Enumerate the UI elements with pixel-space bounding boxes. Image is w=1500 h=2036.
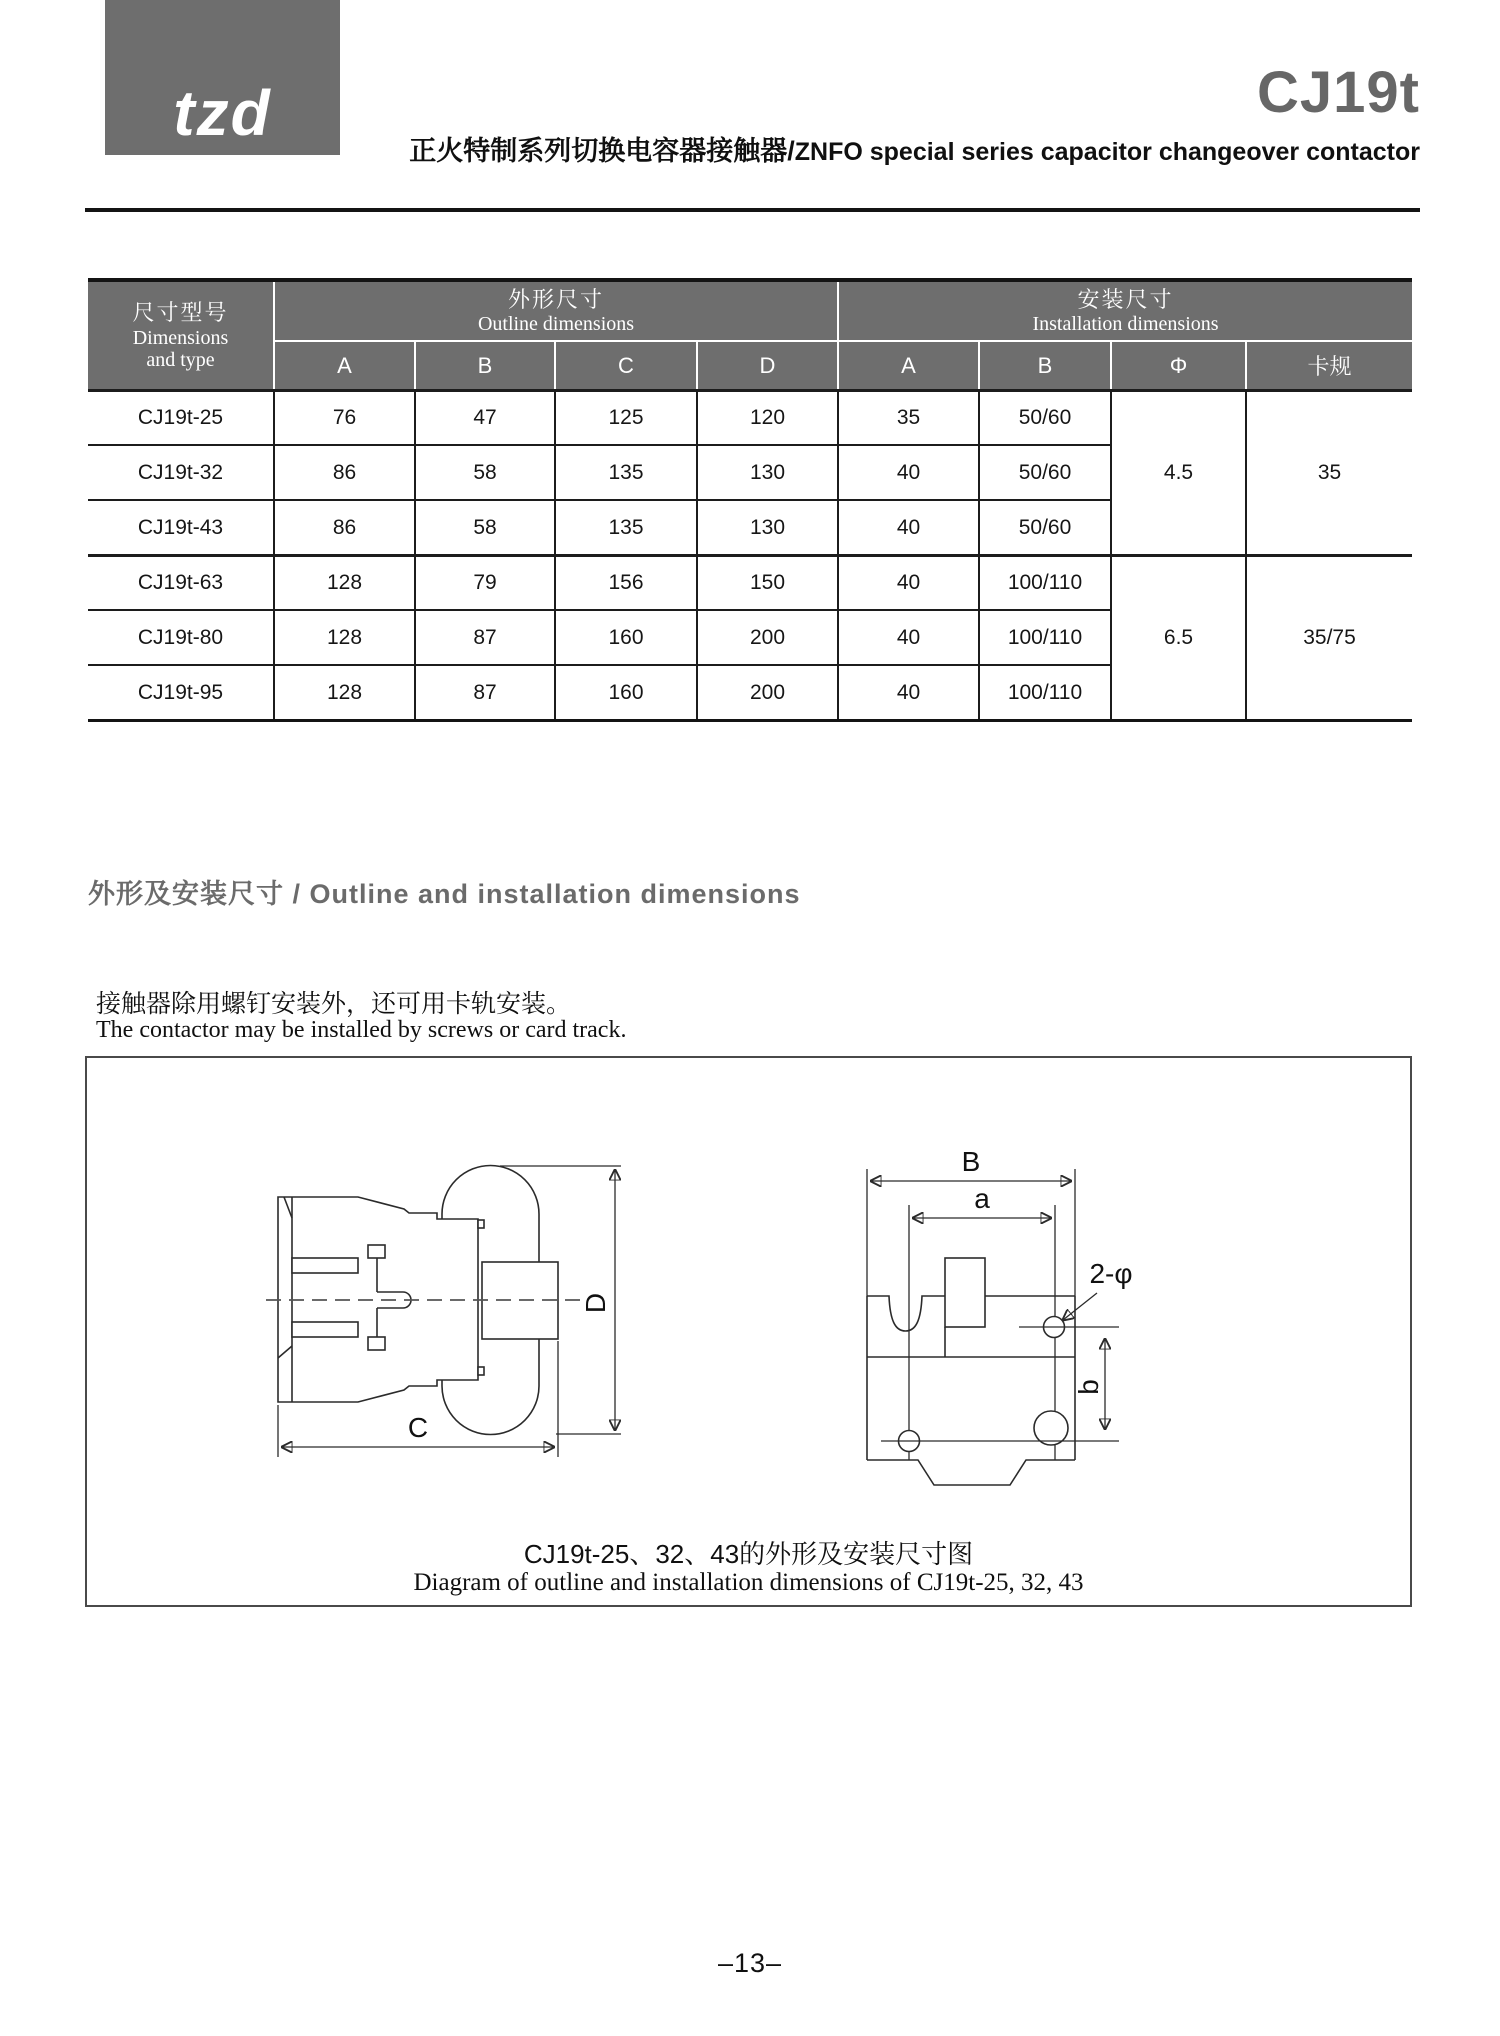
model-cell: CJ19t-63: [88, 554, 273, 609]
value-cell: 160: [554, 664, 696, 719]
page-subtitle: [409, 138, 1420, 165]
diagram-caption-zh: CJ19t-25、32、43的外形及安装尺寸图: [523, 1539, 974, 1569]
column-header-install-b: B: [978, 342, 1110, 389]
value-cell: 200: [696, 664, 837, 719]
value-cell: 76: [273, 389, 414, 444]
rail-merged-cell: 35: [1245, 389, 1412, 554]
value-cell: 40: [837, 554, 978, 609]
dim-label-c: C: [407, 1412, 429, 1443]
value-cell: 58: [414, 499, 554, 554]
column-header-b: B: [414, 342, 554, 389]
value-cell: 125: [554, 389, 696, 444]
value-cell: 156: [554, 554, 696, 609]
section-heading: 外形及安装尺寸 / Outline and installation dimensions: [88, 879, 801, 909]
value-cell: 100/110: [978, 664, 1110, 719]
subtitle-zh: 正火特制系列切换电容器接触器/: [409, 136, 795, 166]
value-cell: 40: [837, 444, 978, 499]
column-header-phi: Φ: [1110, 342, 1245, 389]
model-cell: CJ19t-25: [88, 389, 273, 444]
dim-label-b-lower: b: [1073, 1379, 1104, 1395]
dim-label-holes: 2-φ: [1089, 1258, 1133, 1289]
corner-en2: and type: [146, 348, 215, 371]
model-cell: CJ19t-32: [88, 444, 273, 499]
value-cell: 130: [696, 499, 837, 554]
plate-bottom-edge: [867, 1460, 1075, 1485]
column-header-c: C: [554, 342, 696, 389]
value-cell: 86: [273, 499, 414, 554]
value-cell: 160: [554, 609, 696, 664]
vent-slot-top: [292, 1258, 358, 1273]
value-cell: 100/110: [978, 609, 1110, 664]
header-rule: [85, 208, 1420, 212]
value-cell: 135: [554, 499, 696, 554]
corner-en1: Dimensions: [132, 326, 229, 349]
value-cell: 130: [696, 444, 837, 499]
model-cell: CJ19t-95: [88, 664, 273, 719]
value-cell: 40: [837, 664, 978, 719]
mounting-hole-bottom-right: [1034, 1411, 1068, 1445]
value-cell: 87: [414, 609, 554, 664]
nub-top: [478, 1220, 484, 1228]
column-header-a: A: [273, 342, 414, 389]
rail-clip-shape: [945, 1258, 985, 1327]
dim-label-d: D: [580, 1292, 611, 1314]
holes-leader-line: [1063, 1293, 1097, 1320]
value-cell: 100/110: [978, 554, 1110, 609]
value-cell: 150: [696, 554, 837, 609]
value-cell: 35: [837, 389, 978, 444]
install-diagram-svg: [645, 1125, 1145, 1495]
value-cell: 128: [273, 664, 414, 719]
note-en: The contactor may be installed by screws or card track.: [96, 1017, 627, 1043]
vent-slot-bottom: [292, 1322, 358, 1337]
page-number: –13–: [717, 1948, 783, 1978]
value-cell: 87: [414, 664, 554, 719]
value-cell: 120: [696, 389, 837, 444]
outline-diagram-svg: [190, 1125, 650, 1470]
page-title: CJ19t: [1257, 60, 1420, 125]
value-cell: 79: [414, 554, 554, 609]
terminal-tab-top: [368, 1245, 385, 1258]
plate-top-edge-left: [867, 1296, 945, 1331]
subtitle-en: ZNFO special series capacitor changeover contactor: [794, 138, 1420, 166]
table-corner-header: [88, 282, 273, 389]
column-header-rail: 卡规: [1245, 342, 1412, 389]
value-cell: 58: [414, 444, 554, 499]
logo-text: tzd: [173, 77, 272, 149]
phi-merged-cell: 4.5: [1110, 389, 1245, 554]
note-zh: 接触器除用螺钉安装外，还可用卡轨安装。: [96, 990, 572, 1018]
outline-group-header: 外形尺寸 Outline dimensions: [273, 282, 837, 342]
model-cell: CJ19t-43: [88, 499, 273, 554]
value-cell: 50/60: [978, 444, 1110, 499]
value-cell: 50/60: [978, 389, 1110, 444]
logo-box: [105, 0, 340, 155]
phi-merged-cell: 6.5: [1110, 554, 1245, 719]
column-header-install-a: A: [837, 342, 978, 389]
value-cell: 47: [414, 389, 554, 444]
dimensions-table: [88, 278, 1412, 722]
terminal-tab-bottom: [368, 1337, 385, 1350]
value-cell: 50/60: [978, 499, 1110, 554]
corner-zh: 尺寸型号: [132, 300, 229, 326]
value-cell: 128: [273, 609, 414, 664]
model-cell: CJ19t-80: [88, 609, 273, 664]
rail-merged-cell: 35/75: [1245, 554, 1412, 719]
value-cell: 40: [837, 609, 978, 664]
value-cell: 40: [837, 499, 978, 554]
column-header-d: D: [696, 342, 837, 389]
install-group-header: 安装尺寸 Installation dimensions: [837, 282, 1412, 342]
value-cell: 200: [696, 609, 837, 664]
nub-bottom: [478, 1367, 484, 1375]
dim-label-b-upper: B: [961, 1146, 981, 1177]
value-cell: 86: [273, 444, 414, 499]
diagram-caption-en: Diagram of outline and installation dimensions of CJ19t-25, 32, 43: [413, 1569, 1084, 1596]
value-cell: 135: [554, 444, 696, 499]
dim-label-a: a: [974, 1183, 990, 1214]
value-cell: 128: [273, 554, 414, 609]
